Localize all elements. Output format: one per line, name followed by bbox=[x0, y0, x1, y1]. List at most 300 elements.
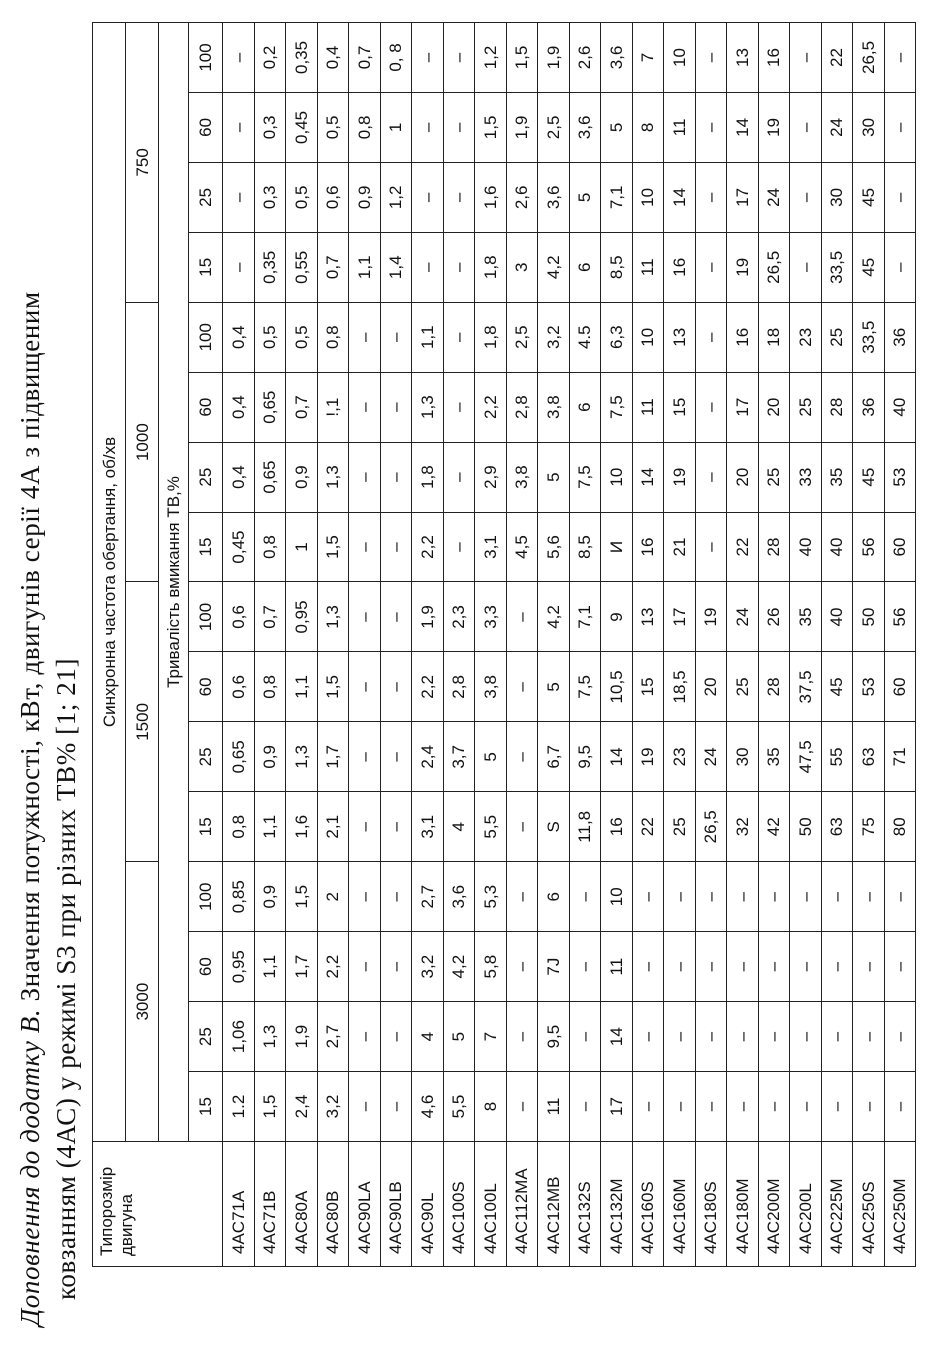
table-cell: 14 bbox=[727, 92, 759, 162]
table-cell: 56 bbox=[853, 512, 885, 582]
table-cell: 1,7 bbox=[286, 932, 318, 1002]
table-cell: – bbox=[380, 1072, 412, 1142]
table-cell: 4 bbox=[412, 1002, 444, 1072]
table-cell: 2,2 bbox=[412, 512, 444, 582]
table-cell: 71 bbox=[884, 722, 916, 792]
table-cell: 8 bbox=[632, 92, 664, 162]
table-cell: 1,5 bbox=[506, 23, 538, 93]
table-cell: 36 bbox=[853, 372, 885, 442]
table-cell: 2,2 bbox=[317, 932, 349, 1002]
table-cell: 6,3 bbox=[601, 302, 633, 372]
motor-type: 4AC90LA bbox=[349, 1142, 381, 1267]
table-row bbox=[254, 23, 286, 1267]
motor-type: 4AC200M bbox=[758, 1142, 790, 1267]
table-cell: 7,1 bbox=[569, 582, 601, 652]
table-cell: 45 bbox=[821, 652, 853, 722]
table-cell: 0,4 bbox=[223, 372, 255, 442]
table-cell: – bbox=[380, 372, 412, 442]
duty-value-1000-60: 60 bbox=[189, 372, 223, 442]
table-cell: – bbox=[790, 862, 822, 932]
table-cell: 1,8 bbox=[412, 442, 444, 512]
table-cell: 5,6 bbox=[538, 512, 570, 582]
table-cell: 3,2 bbox=[412, 932, 444, 1002]
table-cell: – bbox=[506, 722, 538, 792]
table-cell: 23 bbox=[790, 302, 822, 372]
table-cell: 7 bbox=[632, 23, 664, 93]
table-cell: 11 bbox=[601, 932, 633, 1002]
table-cell: – bbox=[821, 862, 853, 932]
table-cell: – bbox=[349, 302, 381, 372]
table-cell: – bbox=[223, 23, 255, 93]
duty-value-3000-100: 100 bbox=[189, 862, 223, 932]
table-cell: 0,7 bbox=[349, 23, 381, 93]
table-row bbox=[506, 23, 538, 1267]
table-cell: 5 bbox=[538, 442, 570, 512]
duty-value-1500-25: 25 bbox=[189, 722, 223, 792]
motor-type: 4AC250S bbox=[853, 1142, 885, 1267]
table-cell: – bbox=[727, 932, 759, 1002]
table-cell: 22 bbox=[727, 512, 759, 582]
table-cell: 55 bbox=[821, 722, 853, 792]
table-cell: – bbox=[380, 442, 412, 512]
table-cell: 10 bbox=[601, 862, 633, 932]
table-cell: 11 bbox=[538, 1072, 570, 1142]
table-cell: 9,5 bbox=[538, 1002, 570, 1072]
table-cell: – bbox=[349, 582, 381, 652]
table-cell: 26 bbox=[758, 582, 790, 652]
table-cell: 0,55 bbox=[286, 232, 318, 302]
table-cell: – bbox=[443, 372, 475, 442]
table-cell: 0,4 bbox=[223, 302, 255, 372]
table-row bbox=[695, 23, 727, 1267]
duty-value-3000-25: 25 bbox=[189, 1002, 223, 1072]
duty-value-750-100: 100 bbox=[189, 23, 223, 93]
table-cell: 2,6 bbox=[506, 162, 538, 232]
table-cell: – bbox=[380, 512, 412, 582]
table-cell: 35 bbox=[758, 722, 790, 792]
table-cell: 3,2 bbox=[538, 302, 570, 372]
duty-value-1000-15: 15 bbox=[189, 512, 223, 582]
table-cell: 11 bbox=[664, 92, 696, 162]
table-cell: 30 bbox=[821, 162, 853, 232]
table-cell: 5 bbox=[601, 92, 633, 162]
table-cell: 1,1 bbox=[254, 932, 286, 1002]
table-cell: – bbox=[664, 862, 696, 932]
duty-value-750-15: 15 bbox=[189, 232, 223, 302]
table-cell: – bbox=[349, 372, 381, 442]
table-cell: 50 bbox=[853, 582, 885, 652]
table-cell: – bbox=[349, 1072, 381, 1142]
table-cell: 60 bbox=[884, 652, 916, 722]
table-cell: – bbox=[380, 862, 412, 932]
table-cell: 4,2 bbox=[443, 932, 475, 1002]
table-cell: – bbox=[506, 1002, 538, 1072]
table-cell: – bbox=[695, 862, 727, 932]
table-cell: – bbox=[380, 302, 412, 372]
table-cell: 1,5 bbox=[317, 512, 349, 582]
table-cell: 4 bbox=[443, 792, 475, 862]
table-cell: 17 bbox=[727, 372, 759, 442]
table-cell: – bbox=[884, 1072, 916, 1142]
table-cell: 1,8 bbox=[475, 302, 507, 372]
table-cell: – bbox=[569, 1072, 601, 1142]
table-cell: 25 bbox=[664, 792, 696, 862]
table-cell: – bbox=[349, 512, 381, 582]
table-cell: 40 bbox=[790, 512, 822, 582]
table-cell: – bbox=[443, 92, 475, 162]
duty-header: Тривалість вмикання ТВ,% bbox=[159, 23, 189, 1142]
table-cell: – bbox=[821, 932, 853, 1002]
table-cell: – bbox=[506, 862, 538, 932]
motor-type: 4AC71A bbox=[223, 1142, 255, 1267]
table-cell: 9,5 bbox=[569, 722, 601, 792]
table-cell: 18,5 bbox=[664, 652, 696, 722]
table-cell: 0,45 bbox=[286, 92, 318, 162]
table-cell: – bbox=[349, 442, 381, 512]
table-cell: 1,5 bbox=[475, 92, 507, 162]
table-cell: 14 bbox=[664, 162, 696, 232]
table-cell: – bbox=[821, 1002, 853, 1072]
table-cell: 0,8 bbox=[223, 792, 255, 862]
table-cell: 0,95 bbox=[286, 582, 318, 652]
table-cell: – bbox=[443, 162, 475, 232]
table-cell: – bbox=[380, 582, 412, 652]
table-cell: – bbox=[790, 92, 822, 162]
table-cell: – bbox=[853, 932, 885, 1002]
table-cell: – bbox=[443, 302, 475, 372]
table-cell: – bbox=[506, 932, 538, 1002]
table-cell: 0,45 bbox=[223, 512, 255, 582]
table-cell: 1,2 bbox=[380, 162, 412, 232]
table-cell: 0,7 bbox=[254, 582, 286, 652]
table-cell: 10 bbox=[632, 162, 664, 232]
table-cell: 19 bbox=[695, 582, 727, 652]
table-cell: 50 bbox=[790, 792, 822, 862]
corner-header: Типорозмір двигуна bbox=[93, 1142, 223, 1267]
table-cell: 37,5 bbox=[790, 652, 822, 722]
table-cell: 36 bbox=[884, 302, 916, 372]
table-row bbox=[223, 23, 255, 1267]
table-cell: 0,6 bbox=[317, 162, 349, 232]
table-cell: 2,2 bbox=[475, 372, 507, 442]
table-cell: 0,8 bbox=[349, 92, 381, 162]
table-cell: – bbox=[884, 232, 916, 302]
table-cell: 19 bbox=[727, 232, 759, 302]
table-cell: – bbox=[506, 1072, 538, 1142]
table-cell: 0,6 bbox=[223, 582, 255, 652]
table-cell: 24 bbox=[695, 722, 727, 792]
table-cell: 45 bbox=[853, 162, 885, 232]
table-cell: 80 bbox=[884, 792, 916, 862]
table-cell: 16 bbox=[601, 792, 633, 862]
table-cell: 0,5 bbox=[286, 162, 318, 232]
table-cell: 53 bbox=[884, 442, 916, 512]
table-cell: 75 bbox=[853, 792, 885, 862]
table-cell: – bbox=[758, 932, 790, 1002]
table-cell: – bbox=[790, 1002, 822, 1072]
table-cell: 25 bbox=[821, 302, 853, 372]
duty-value-1500-15: 15 bbox=[189, 792, 223, 862]
table-cell: 7J bbox=[538, 932, 570, 1002]
table-cell: – bbox=[853, 862, 885, 932]
speed-group-750: 750 bbox=[126, 23, 159, 303]
table-cell: – bbox=[853, 1002, 885, 1072]
duty-value-1000-25: 25 bbox=[189, 442, 223, 512]
table-cell: 19 bbox=[632, 722, 664, 792]
table-cell: – bbox=[821, 1072, 853, 1142]
table-cell: – bbox=[349, 1002, 381, 1072]
table-cell: 0,3 bbox=[254, 162, 286, 232]
table-cell: 11 bbox=[632, 372, 664, 442]
table-cell: 47,5 bbox=[790, 722, 822, 792]
table-cell: 7,5 bbox=[601, 372, 633, 442]
table-cell: 0,65 bbox=[254, 372, 286, 442]
table-cell: 8,5 bbox=[569, 512, 601, 582]
table-cell: – bbox=[727, 1072, 759, 1142]
table-cell: – bbox=[349, 862, 381, 932]
table-cell: – bbox=[695, 442, 727, 512]
table-row bbox=[538, 23, 570, 1267]
table-cell: 6 bbox=[569, 232, 601, 302]
table-row bbox=[758, 23, 790, 1267]
table-cell: 0,65 bbox=[254, 442, 286, 512]
table-cell: 1,3 bbox=[412, 372, 444, 442]
table-cell: – bbox=[443, 442, 475, 512]
table-cell: 22 bbox=[632, 792, 664, 862]
table-row bbox=[790, 23, 822, 1267]
table-cell: 28 bbox=[758, 512, 790, 582]
table-cell: 3 bbox=[506, 232, 538, 302]
table-cell: 33,5 bbox=[853, 302, 885, 372]
duty-value-750-25: 25 bbox=[189, 162, 223, 232]
table-cell: 0,85 bbox=[223, 862, 255, 932]
duty-value-750-60: 60 bbox=[189, 92, 223, 162]
table-cell: 19 bbox=[664, 442, 696, 512]
table-cell: 11,8 bbox=[569, 792, 601, 862]
table-cell: 20 bbox=[727, 442, 759, 512]
table-cell: 45 bbox=[853, 442, 885, 512]
table-cell: – bbox=[412, 232, 444, 302]
power-table bbox=[92, 22, 916, 1267]
motor-type: 4AC90L bbox=[412, 1142, 444, 1267]
table-cell: 45 bbox=[853, 232, 885, 302]
table-cell: – bbox=[695, 162, 727, 232]
speed-header: Синхронна частота обертання, об/хв bbox=[93, 23, 126, 1142]
table-cell: 14 bbox=[601, 722, 633, 792]
table-cell: 26,5 bbox=[695, 792, 727, 862]
table-cell: 2,8 bbox=[506, 372, 538, 442]
table-cell: 5 bbox=[443, 1002, 475, 1072]
table-cell: 1.2 bbox=[223, 1072, 255, 1142]
table-cell: – bbox=[790, 23, 822, 93]
motor-type: 4AC160S bbox=[632, 1142, 664, 1267]
table-cell: – bbox=[664, 932, 696, 1002]
table-cell: 20 bbox=[695, 652, 727, 722]
table-cell: 4,2 bbox=[538, 582, 570, 652]
table-cell: 2,2 bbox=[412, 652, 444, 722]
table-cell: 35 bbox=[821, 442, 853, 512]
table-cell: 0,35 bbox=[254, 232, 286, 302]
table-cell: 1,9 bbox=[412, 582, 444, 652]
table-cell: 3,3 bbox=[475, 582, 507, 652]
table-cell: 0,5 bbox=[254, 302, 286, 372]
table-cell: 18 bbox=[758, 302, 790, 372]
table-cell: 1 bbox=[380, 92, 412, 162]
motor-type: 4AC112MA bbox=[506, 1142, 538, 1267]
table-cell: – bbox=[884, 1002, 916, 1072]
table-cell: 5,8 bbox=[475, 932, 507, 1002]
table-cell: 1,3 bbox=[286, 722, 318, 792]
table-cell: 6 bbox=[569, 372, 601, 442]
table-cell: – bbox=[443, 512, 475, 582]
table-cell: – bbox=[349, 722, 381, 792]
table-cell: 0,9 bbox=[254, 722, 286, 792]
table-cell: – bbox=[569, 862, 601, 932]
table-cell: – bbox=[506, 582, 538, 652]
table-cell: 1,5 bbox=[254, 1072, 286, 1142]
table-cell: 40 bbox=[821, 512, 853, 582]
motor-type: 4AC100L bbox=[475, 1142, 507, 1267]
table-row bbox=[412, 23, 444, 1267]
table-cell: 26,5 bbox=[853, 23, 885, 93]
table-cell: 60 bbox=[884, 512, 916, 582]
table-cell: – bbox=[695, 302, 727, 372]
motor-type: 4AC225M bbox=[821, 1142, 853, 1267]
table-cell: 2,3 bbox=[443, 582, 475, 652]
motor-type: 4AC160M bbox=[664, 1142, 696, 1267]
table-cell: 0, 8 bbox=[380, 23, 412, 93]
table-cell: 1,8 bbox=[475, 232, 507, 302]
table-cell: 10,5 bbox=[601, 652, 633, 722]
table-cell: – bbox=[758, 862, 790, 932]
table-cell: – bbox=[506, 792, 538, 862]
table-cell: 7 bbox=[475, 1002, 507, 1072]
table-cell: – bbox=[380, 932, 412, 1002]
duty-value-1000-100: 100 bbox=[189, 302, 223, 372]
table-cell: 30 bbox=[853, 92, 885, 162]
table-cell: – bbox=[664, 1072, 696, 1142]
motor-type: 4AC200L bbox=[790, 1142, 822, 1267]
table-cell: – bbox=[632, 1072, 664, 1142]
table-cell: 26,5 bbox=[758, 232, 790, 302]
table-cell: 24 bbox=[821, 92, 853, 162]
table-cell: 0,5 bbox=[286, 302, 318, 372]
table-cell: – bbox=[853, 1072, 885, 1142]
table-cell: – bbox=[632, 1002, 664, 1072]
table-cell: – bbox=[349, 792, 381, 862]
table-cell: 24 bbox=[758, 162, 790, 232]
table-cell: – bbox=[758, 1072, 790, 1142]
table-cell: – bbox=[790, 232, 822, 302]
table-cell: 9 bbox=[601, 582, 633, 652]
table-cell: 2,5 bbox=[538, 92, 570, 162]
table-cell: 25 bbox=[727, 652, 759, 722]
table-cell: 1,1 bbox=[286, 652, 318, 722]
table-row bbox=[884, 23, 916, 1267]
table-cell: 16 bbox=[664, 232, 696, 302]
table-cell: 5,3 bbox=[475, 862, 507, 932]
table-cell: 1,6 bbox=[475, 162, 507, 232]
table-cell: – bbox=[727, 862, 759, 932]
table-cell: 1,7 bbox=[317, 722, 349, 792]
table-cell: 3,7 bbox=[443, 722, 475, 792]
table-cell: 2,1 bbox=[317, 792, 349, 862]
table-cell: 2,4 bbox=[286, 1072, 318, 1142]
table-cell: 1,1 bbox=[349, 232, 381, 302]
table-cell: – bbox=[790, 162, 822, 232]
table-cell: 1,2 bbox=[475, 23, 507, 93]
duty-value-3000-60: 60 bbox=[189, 932, 223, 1002]
table-cell: – bbox=[758, 1002, 790, 1072]
table-cell: 63 bbox=[853, 722, 885, 792]
table-cell: 3,8 bbox=[506, 442, 538, 512]
table-cell: – bbox=[727, 1002, 759, 1072]
caption-line1-text: Значення потужності, кВт, двигунів серії 4А з підвищеним bbox=[15, 291, 45, 1002]
table-cell: 1,3 bbox=[317, 582, 349, 652]
table-cell: 4.5 bbox=[569, 302, 601, 372]
table-row bbox=[317, 23, 349, 1267]
table-cell: – bbox=[569, 1002, 601, 1072]
table-row bbox=[569, 23, 601, 1267]
table-cell: 0,65 bbox=[223, 722, 255, 792]
table-cell: 13 bbox=[727, 23, 759, 93]
table-cell: 1,9 bbox=[506, 92, 538, 162]
table-cell: 6 bbox=[538, 862, 570, 932]
motor-type: 4AC100S bbox=[443, 1142, 475, 1267]
table-cell: 2,9 bbox=[475, 442, 507, 512]
table-cell: 2,4 bbox=[412, 722, 444, 792]
table-row bbox=[443, 23, 475, 1267]
table-cell: 1,4 bbox=[380, 232, 412, 302]
table-cell: – bbox=[223, 92, 255, 162]
table-cell: 30 bbox=[727, 722, 759, 792]
table-cell: – bbox=[349, 932, 381, 1002]
table-cell: – bbox=[695, 512, 727, 582]
table-cell: 1 bbox=[286, 512, 318, 582]
table-cell: 2,8 bbox=[443, 652, 475, 722]
table-cell: 11 bbox=[632, 232, 664, 302]
table-cell: – bbox=[884, 23, 916, 93]
motor-type: 4AC132S bbox=[569, 1142, 601, 1267]
table-row bbox=[601, 23, 633, 1267]
table-cell: 5 bbox=[569, 162, 601, 232]
table-cell: 5,5 bbox=[443, 1072, 475, 1142]
table-row bbox=[286, 23, 318, 1267]
table-cell: 1,1 bbox=[254, 792, 286, 862]
table-cell: 1,3 bbox=[254, 1002, 286, 1072]
caption-line-2: ковзанням (4АС) у режимі S3 при різних ТВ% [1; 21] bbox=[51, 657, 81, 1300]
table-cell: 14 bbox=[601, 1002, 633, 1072]
table-cell: И bbox=[601, 512, 633, 582]
table-cell: 0,9 bbox=[254, 862, 286, 932]
table-cell: 17 bbox=[727, 162, 759, 232]
duty-value-1500-60: 60 bbox=[189, 652, 223, 722]
table-cell: 4,5 bbox=[506, 512, 538, 582]
table-row bbox=[475, 23, 507, 1267]
table-cell: 1,06 bbox=[223, 1002, 255, 1072]
table-cell: 33 bbox=[790, 442, 822, 512]
table-cell: – bbox=[790, 932, 822, 1002]
table-cell: !,1 bbox=[317, 372, 349, 442]
table-cell: 17 bbox=[664, 582, 696, 652]
table-row bbox=[632, 23, 664, 1267]
motor-type: 4AC132M bbox=[601, 1142, 633, 1267]
table-cell: 6,7 bbox=[538, 722, 570, 792]
table-cell: 3,1 bbox=[412, 792, 444, 862]
table-cell: – bbox=[380, 722, 412, 792]
table-cell: 0,5 bbox=[317, 92, 349, 162]
table-cell: – bbox=[884, 162, 916, 232]
